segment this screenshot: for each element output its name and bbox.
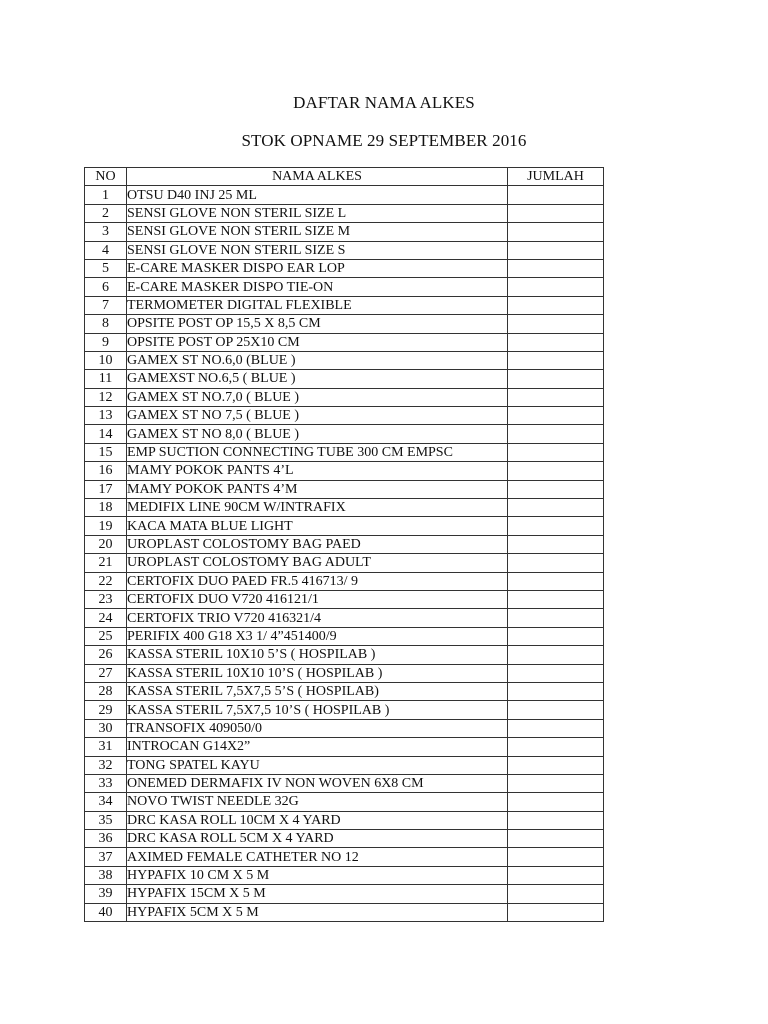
row-item-name: KASSA STERIL 10X10 10’S ( HOSPILAB ) — [127, 664, 508, 682]
table-row — [85, 682, 604, 700]
table-row — [85, 204, 604, 222]
row-no: 34 — [85, 793, 127, 811]
row-quantity — [508, 351, 604, 369]
row-quantity — [508, 756, 604, 774]
row-item-name: EMP SUCTION CONNECTING TUBE 300 CM EMPSC — [127, 443, 508, 461]
table-row — [85, 333, 604, 351]
row-no: 28 — [85, 682, 127, 700]
row-no: 8 — [85, 315, 127, 333]
row-item-name: TERMOMETER DIGITAL FLEXIBLE — [127, 296, 508, 314]
row-quantity — [508, 241, 604, 259]
table-row — [85, 811, 604, 829]
row-no: 36 — [85, 830, 127, 848]
row-item-name: HYPAFIX 10 CM X 5 M — [127, 866, 508, 884]
row-no: 20 — [85, 535, 127, 553]
table-row — [85, 885, 604, 903]
row-no: 5 — [85, 259, 127, 277]
row-quantity — [508, 480, 604, 498]
row-item-name: MEDIFIX LINE 90CM W/INTRAFIX — [127, 499, 508, 517]
row-item-name: GAMEX ST NO.6,0 (BLUE ) — [127, 351, 508, 369]
row-item-name: GAMEX ST NO 8,0 ( BLUE ) — [127, 425, 508, 443]
row-quantity — [508, 701, 604, 719]
row-quantity — [508, 866, 604, 884]
row-item-name: TRANSOFIX 409050/0 — [127, 719, 508, 737]
row-item-name: KASSA STERIL 7,5X7,5 5’S ( HOSPILAB) — [127, 682, 508, 700]
table-row — [85, 517, 604, 535]
row-quantity — [508, 407, 604, 425]
row-quantity — [508, 774, 604, 792]
row-item-name: NOVO TWIST NEEDLE 32G — [127, 793, 508, 811]
row-quantity — [508, 535, 604, 553]
row-no: 33 — [85, 774, 127, 792]
table-row — [85, 774, 604, 792]
row-quantity — [508, 333, 604, 351]
table-row — [85, 830, 604, 848]
row-no: 14 — [85, 425, 127, 443]
row-no: 16 — [85, 462, 127, 480]
table-row — [85, 370, 604, 388]
table-row — [85, 351, 604, 369]
row-item-name: GAMEXST NO.6,5 ( BLUE ) — [127, 370, 508, 388]
row-no: 4 — [85, 241, 127, 259]
row-item-name: SENSI GLOVE NON STERIL SIZE M — [127, 223, 508, 241]
row-quantity — [508, 425, 604, 443]
table-row — [85, 425, 604, 443]
table-row — [85, 388, 604, 406]
row-no: 25 — [85, 627, 127, 645]
row-no: 6 — [85, 278, 127, 296]
row-quantity — [508, 443, 604, 461]
table-row — [85, 223, 604, 241]
row-quantity — [508, 848, 604, 866]
row-no: 31 — [85, 738, 127, 756]
row-no: 37 — [85, 848, 127, 866]
row-quantity — [508, 885, 604, 903]
row-no: 13 — [85, 407, 127, 425]
table-row — [85, 535, 604, 553]
row-item-name: MAMY POKOK PANTS 4’M — [127, 480, 508, 498]
row-item-name: SENSI GLOVE NON STERIL SIZE S — [127, 241, 508, 259]
row-quantity — [508, 646, 604, 664]
row-item-name: GAMEX ST NO 7,5 ( BLUE ) — [127, 407, 508, 425]
row-no: 23 — [85, 590, 127, 608]
header-qty: JUMLAH — [508, 168, 604, 186]
row-item-name: TONG SPATEL KAYU — [127, 756, 508, 774]
table-row — [85, 186, 604, 204]
table-row — [85, 259, 604, 277]
row-no: 35 — [85, 811, 127, 829]
table-row — [85, 315, 604, 333]
stock-table — [84, 167, 604, 922]
row-quantity — [508, 554, 604, 572]
row-quantity — [508, 315, 604, 333]
row-item-name: UROPLAST COLOSTOMY BAG ADULT — [127, 554, 508, 572]
row-item-name: MAMY POKOK PANTS 4’L — [127, 462, 508, 480]
table-row — [85, 407, 604, 425]
row-no: 7 — [85, 296, 127, 314]
row-item-name: OTSU D40 INJ 25 ML — [127, 186, 508, 204]
header-no: NO — [85, 168, 127, 186]
table-row — [85, 296, 604, 314]
row-item-name: OPSITE POST OP 25X10 CM — [127, 333, 508, 351]
table-row — [85, 738, 604, 756]
table-row — [85, 590, 604, 608]
row-quantity — [508, 278, 604, 296]
row-item-name: E-CARE MASKER DISPO EAR LOP — [127, 259, 508, 277]
row-quantity — [508, 793, 604, 811]
header-name: NAMA ALKES — [127, 168, 508, 186]
row-item-name: KACA MATA BLUE LIGHT — [127, 517, 508, 535]
row-item-name: KASSA STERIL 7,5X7,5 10’S ( HOSPILAB ) — [127, 701, 508, 719]
row-item-name: ONEMED DERMAFIX IV NON WOVEN 6X8 CM — [127, 774, 508, 792]
row-no: 10 — [85, 351, 127, 369]
row-quantity — [508, 830, 604, 848]
row-quantity — [508, 811, 604, 829]
row-item-name: CERTOFIX DUO V720 416121/1 — [127, 590, 508, 608]
row-quantity — [508, 682, 604, 700]
row-no: 15 — [85, 443, 127, 461]
table-row — [85, 609, 604, 627]
row-no: 18 — [85, 499, 127, 517]
table-row — [85, 646, 604, 664]
table-row — [85, 499, 604, 517]
table-row — [85, 664, 604, 682]
row-item-name: OPSITE POST OP 15,5 X 8,5 CM — [127, 315, 508, 333]
row-no: 9 — [85, 333, 127, 351]
table-row — [85, 554, 604, 572]
table-row — [85, 701, 604, 719]
row-no: 38 — [85, 866, 127, 884]
row-item-name: E-CARE MASKER DISPO TIE-ON — [127, 278, 508, 296]
table-row — [85, 756, 604, 774]
row-quantity — [508, 370, 604, 388]
row-no: 26 — [85, 646, 127, 664]
table-row — [85, 462, 604, 480]
row-item-name: PERIFIX 400 G18 X3 1/ 4”451400/9 — [127, 627, 508, 645]
row-no: 27 — [85, 664, 127, 682]
row-no: 22 — [85, 572, 127, 590]
table-row — [85, 719, 604, 737]
table-row — [85, 278, 604, 296]
row-item-name: INTROCAN G14X2” — [127, 738, 508, 756]
table-row — [85, 443, 604, 461]
row-no: 2 — [85, 204, 127, 222]
table-row — [85, 866, 604, 884]
table-row — [85, 793, 604, 811]
table-row — [85, 241, 604, 259]
row-no: 30 — [85, 719, 127, 737]
table-row — [85, 848, 604, 866]
row-item-name: DRC KASA ROLL 10CM X 4 YARD — [127, 811, 508, 829]
row-quantity — [508, 462, 604, 480]
row-quantity — [508, 590, 604, 608]
row-no: 39 — [85, 885, 127, 903]
row-no: 29 — [85, 701, 127, 719]
row-no: 40 — [85, 903, 127, 921]
row-item-name: HYPAFIX 5CM X 5 M — [127, 903, 508, 921]
row-no: 12 — [85, 388, 127, 406]
row-quantity — [508, 738, 604, 756]
table-header-row — [85, 168, 604, 186]
row-item-name: DRC KASA ROLL 5CM X 4 YARD — [127, 830, 508, 848]
row-quantity — [508, 204, 604, 222]
row-quantity — [508, 627, 604, 645]
document-title: DAFTAR NAMA ALKES — [293, 93, 475, 112]
table-row — [85, 627, 604, 645]
row-no: 3 — [85, 223, 127, 241]
row-quantity — [508, 517, 604, 535]
row-item-name: KASSA STERIL 10X10 5’S ( HOSPILAB ) — [127, 646, 508, 664]
row-quantity — [508, 903, 604, 921]
table-row — [85, 480, 604, 498]
row-no: 32 — [85, 756, 127, 774]
table-row — [85, 572, 604, 590]
document-subtitle: STOK OPNAME 29 SEPTEMBER 2016 — [241, 131, 527, 150]
row-no: 1 — [85, 186, 127, 204]
row-quantity — [508, 296, 604, 314]
row-item-name: SENSI GLOVE NON STERIL SIZE L — [127, 204, 508, 222]
row-no: 11 — [85, 370, 127, 388]
row-quantity — [508, 388, 604, 406]
row-quantity — [508, 609, 604, 627]
row-quantity — [508, 259, 604, 277]
row-no: 19 — [85, 517, 127, 535]
row-item-name: AXIMED FEMALE CATHETER NO 12 — [127, 848, 508, 866]
row-item-name: HYPAFIX 15CM X 5 M — [127, 885, 508, 903]
row-quantity — [508, 499, 604, 517]
row-quantity — [508, 719, 604, 737]
row-item-name: CERTOFIX DUO PAED FR.5 416713/ 9 — [127, 572, 508, 590]
row-quantity — [508, 664, 604, 682]
row-quantity — [508, 223, 604, 241]
row-item-name: GAMEX ST NO.7,0 ( BLUE ) — [127, 388, 508, 406]
row-quantity — [508, 572, 604, 590]
row-item-name: UROPLAST COLOSTOMY BAG PAED — [127, 535, 508, 553]
row-no: 21 — [85, 554, 127, 572]
table-row — [85, 903, 604, 921]
row-quantity — [508, 186, 604, 204]
row-no: 24 — [85, 609, 127, 627]
row-item-name: CERTOFIX TRIO V720 416321/4 — [127, 609, 508, 627]
row-no: 17 — [85, 480, 127, 498]
